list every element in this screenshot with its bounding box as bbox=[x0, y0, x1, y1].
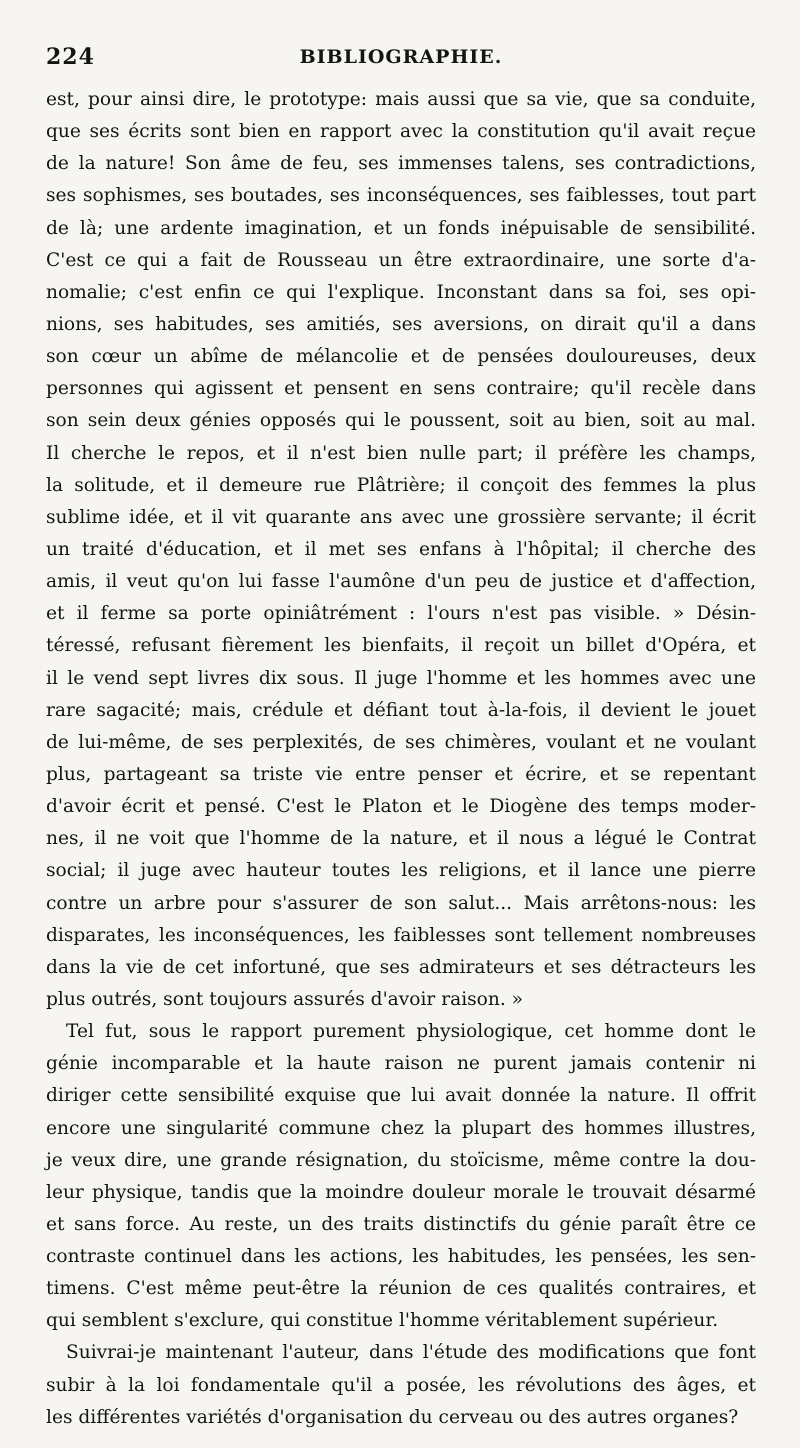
text-line: qui semblent s'exclure, qui constitue l'homme véritablement supérieur. bbox=[46, 1310, 719, 1332]
text-line: un traité d'éducation, et il met ses enfans à l'hôpital; il cherche des bbox=[46, 538, 756, 560]
running-title: BIBLIOGRAPHIE. bbox=[299, 46, 503, 68]
text-line: plus outrés, sont toujours assurés d'avoir raison. » bbox=[46, 988, 524, 1010]
text-line: les différentes variétés d'organisation du cerveau ou des autres organes? bbox=[46, 1406, 739, 1428]
text-line: plus, partageant sa triste vie entre penser et écrire, et se repentant bbox=[46, 763, 756, 785]
paragraph bbox=[46, 84, 756, 1016]
paragraph bbox=[46, 1337, 756, 1433]
text-line: encore une singularité commune chez la plupart des hommes illustres, bbox=[46, 1117, 756, 1139]
text-line: de la nature! Son âme de feu, ses immenses talens, ses contradictions, bbox=[46, 153, 756, 175]
text-line: et sans force. Au reste, un des traits distinctifs du génie paraît être ce bbox=[46, 1213, 756, 1235]
text-line: la solitude, et il demeure rue Plâtrière; il conçoit des femmes la plus bbox=[46, 474, 756, 496]
text-line: diriger cette sensibilité exquise que lui avait donnée la nature. Il offrit bbox=[46, 1085, 756, 1107]
text-line: de là; une ardente imagination, et un fonds inépuisable de sensibilité. bbox=[46, 217, 756, 239]
text-line: nes, il ne voit que l'homme de la nature, et il nous a légué le Contrat bbox=[46, 828, 756, 850]
running-head bbox=[46, 36, 756, 84]
text-line: est, pour ainsi dire, le prototype: mais aussi que sa vie, que sa conduite, bbox=[46, 89, 756, 110]
text-line: contraste continuel dans les actions, les habitudes, les pensées, les sen- bbox=[46, 1246, 756, 1268]
text-line: son cœur un abîme de mélancolie et de pensées douloureuses, deux bbox=[46, 346, 756, 368]
text-line: leur physique, tandis que la moindre douleur morale le trouvait désarmé bbox=[46, 1181, 756, 1203]
text-line: téressé, refusant fièrement les bienfaits, il reçoit un billet d'Opéra, et bbox=[46, 635, 756, 657]
text-line: Tel fut, sous le rapport purement physiologique, cet homme dont le bbox=[66, 1021, 756, 1043]
text-line: rare sagacité; mais, crédule et défiant tout à-la-fois, il devient le jouet bbox=[46, 699, 756, 721]
text-line: contre un arbre pour s'assurer de son salut... Mais arrêtons-nous: les bbox=[46, 892, 756, 914]
text-line: que ses écrits sont bien en rapport avec la constitution qu'il avait reçue bbox=[46, 121, 756, 143]
paragraph bbox=[46, 1016, 756, 1337]
text-line: Il cherche le repos, et il n'est bien nulle part; il préfère les champs, bbox=[46, 442, 756, 464]
text-line: de lui-même, de ses perplexités, de ses chimères, voulant et ne voulant bbox=[46, 731, 756, 753]
text-line: dans la vie de cet infortuné, que ses admirateurs et ses détracteurs les bbox=[46, 956, 756, 978]
text-line: ses sophismes, ses boutades, ses inconséquences, ses faiblesses, tout part bbox=[46, 185, 756, 207]
text-line: je veux dire, une grande résignation, du stoïcisme, même contre la dou- bbox=[46, 1149, 756, 1171]
text-line: génie incomparable et la haute raison ne purent jamais contenir ni bbox=[46, 1053, 756, 1075]
text-line: son sein deux génies opposés qui le poussent, soit au bien, soit au mal. bbox=[46, 410, 756, 432]
text-line: il le vend sept livres dix sous. Il juge l'homme et les hommes avec une bbox=[46, 667, 756, 689]
text-line: disparates, les inconséquences, les faiblesses sont tellement nombreuses bbox=[46, 924, 756, 946]
page-number: 224 bbox=[46, 44, 95, 70]
text-line: social; il juge avec hauteur toutes les religions, et il lance une pierre bbox=[46, 860, 756, 882]
text-line: nions, ses habitudes, ses amitiés, ses aversions, on dirait qu'il a dans bbox=[46, 313, 756, 335]
text-line: timens. C'est même peut-être la réunion de ces qualités contraires, et bbox=[46, 1278, 756, 1300]
body-text bbox=[46, 84, 756, 1434]
text-line: C'est ce qui a fait de Rousseau un être extraordinaire, une sorte d'a- bbox=[46, 249, 756, 271]
text-line: et il ferme sa porte opiniâtrément : l'ours n'est pas visible. » Désin- bbox=[46, 603, 756, 625]
text-line: sublime idée, et il vit quarante ans avec une grossière servante; il écrit bbox=[46, 506, 756, 528]
text-line: subir à la loi fondamentale qu'il a posée, les révolutions des âges, et bbox=[46, 1374, 756, 1396]
text-line: Suivrai-je maintenant l'auteur, dans l'étude des modifications que font bbox=[66, 1342, 756, 1364]
text-line: personnes qui agissent et pensent en sens contraire; qu'il recèle dans bbox=[46, 378, 756, 400]
text-line: d'avoir écrit et pensé. C'est le Platon et le Diogène des temps moder- bbox=[46, 796, 756, 818]
text-line: amis, il veut qu'on lui fasse l'aumône d'un peu de justice et d'affection, bbox=[46, 571, 756, 593]
text-line: nomalie; c'est enfin ce qui l'explique. Inconstant dans sa foi, ses opi- bbox=[46, 281, 756, 303]
